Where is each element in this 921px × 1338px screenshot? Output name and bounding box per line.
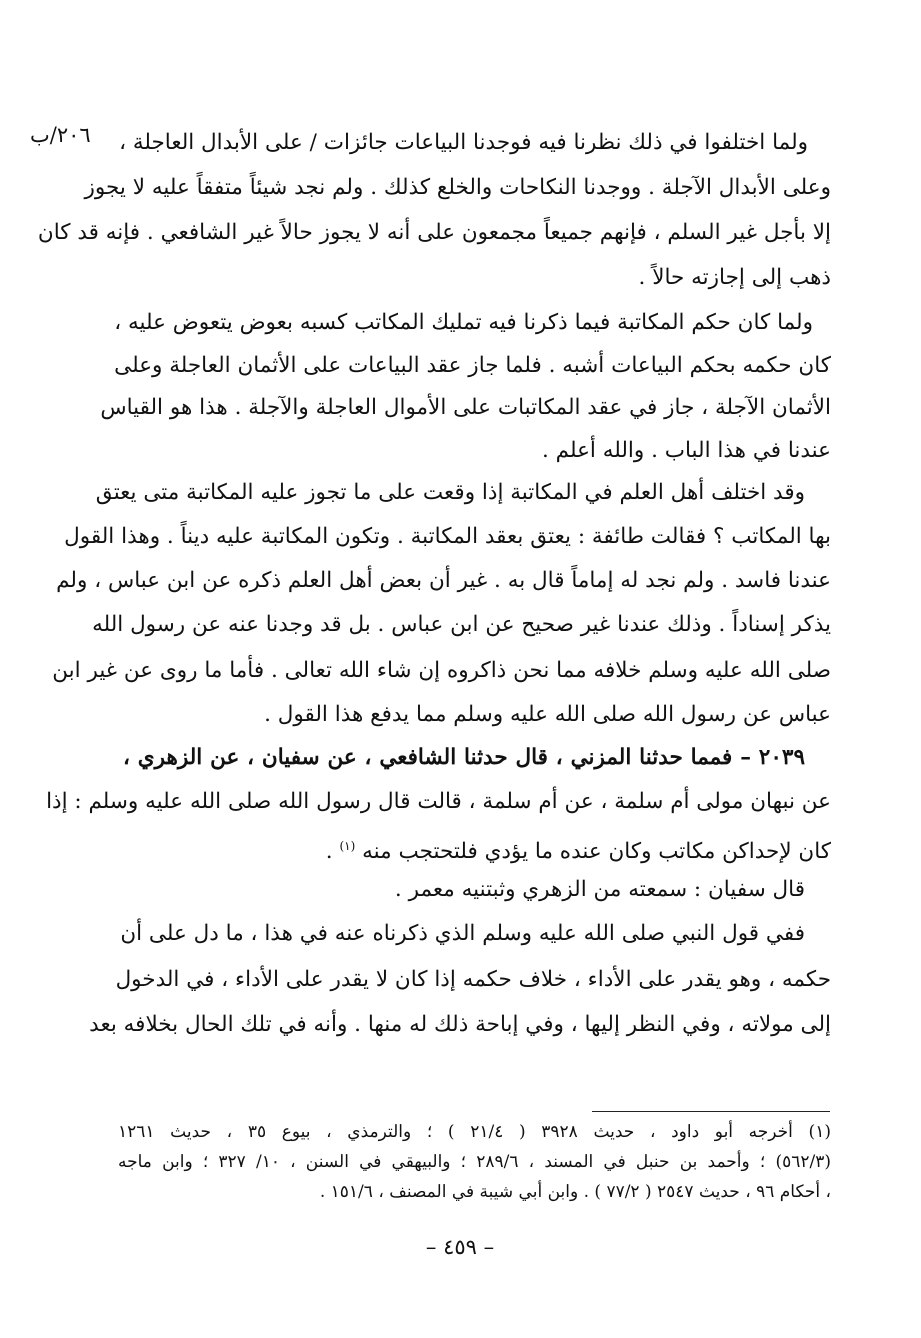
page-number: – ٤٥٩ – — [425, 1235, 495, 1259]
text-line: عندنا في هذا الباب . والله أعلم . — [541, 438, 831, 463]
text-line: يذكر إسناداً . وذلك عندنا غير صحيح عن ابن عباس . بل قد وجدنا عنه عن رسول الله — [92, 612, 831, 637]
text-line: ولما كان حكم المكاتبة فيما ذكرنا فيه تمليك المكاتب كسبه بعوض يتعوض عليه ، — [114, 310, 813, 335]
text-line: إلا بأجل غير السلم ، فإنهم جميعاً مجمعون على أنه لا يجوز حالاً غير الشافعي . فإنه قد كان — [37, 220, 831, 245]
footnote-divider — [592, 1111, 830, 1112]
manuscript-folio-marker: ٢٠٦/ب — [30, 123, 91, 147]
text-segment: . — [325, 839, 333, 865]
text-line — [123, 831, 831, 867]
text-line: صلى الله عليه وسلم خلافه مما نحن ذاكروه إن شاء الله تعالى . فأما ما روى عن غير ابن — [52, 658, 831, 683]
text-line: بها المكاتب ؟ فقالت طائفة : يعتق بعقد المكاتبة . وتكون المكاتبة عليه ديناً . وهذا القول — [64, 524, 831, 549]
text-segment: كان لإحداكن مكاتب وكان عنده ما يؤدي فلتحتجب منه — [362, 839, 831, 865]
footnote-line: ، أحكام ٩٦ ، حديث ٢٥٤٧ ( ٧٧/٢ ) . وابن أبي شيبة في المصنف ، ١٥١/٦ . — [319, 1182, 831, 1202]
footnote-line: (٥٦٢/٣) ؛ وأحمد بن حنبل في المسند ، ٢٨٩/٦ ؛ والبيهقي في السنن ، ١٠/ ٣٢٧ ؛ وابن ماجه — [118, 1152, 831, 1172]
text-line: الأثمان الآجلة ، جاز في عقد المكاتبات على الأموال العاجلة والآجلة . هذا هو القياس — [100, 395, 831, 420]
footnote-reference: (١) — [339, 839, 356, 853]
footnote-line: (١) أخرجه أبو داود ، حديث ٣٩٢٨ ( ٢١/٤ ) ؛ والترمذي ، بيوع ٣٥ ، حديث ١٢٦١ — [118, 1122, 831, 1142]
text-line: عباس عن رسول الله صلى الله عليه وسلم مما يدفع هذا القول . — [264, 702, 831, 727]
text-line: وقد اختلف أهل العلم في المكاتبة إذا وقعت على ما تجوز عليه المكاتبة متى يعتق — [95, 480, 805, 505]
text-line: ففي قول النبي صلى الله عليه وسلم الذي ذكرناه عنه في هذا ، ما دل على أن — [120, 921, 805, 946]
text-line: ولما اختلفوا في ذلك نظرنا فيه فوجدنا البياعات جائزات / على الأبدال العاجلة ، — [119, 130, 808, 155]
text-line: وعلى الأبدال الآجلة . ووجدنا النكاحات والخلع كذلك . ولم نجد شيئاً متفقاً عليه لا يجوز — [84, 175, 831, 200]
text-line: ذهب إلى إجازته حالاً . — [638, 265, 831, 290]
text-line: كان حكمه بحكم البياعات أشبه . فلما جاز عقد البياعات على الأثمان العاجلة وعلى — [114, 353, 831, 378]
hadith-number-line: ٢٠٣٩ – فمما حدثنا المزني ، قال حدثنا الشافعي ، عن سفيان ، عن الزهري ، — [123, 745, 805, 770]
text-line: حكمه ، وهو يقدر على الأداء ، خلاف حكمه إذا كان لا يقدر على الأداء ، في الدخول — [115, 967, 831, 992]
text-line: إلى مولاته ، وفي النظر إليها ، وفي إباحة ذلك له منها . وأنه في تلك الحال بخلافه بعد — [89, 1012, 831, 1037]
text-line: عن نبهان مولى أم سلمة ، عن أم سلمة ، قالت قال رسول الله صلى الله عليه وسلم : إذا — [46, 789, 831, 814]
text-line: عندنا فاسد . ولم نجد له إماماً قال به . غير أن بعض أهل العلم ذكره عن ابن عباس ، ولم — [56, 568, 831, 593]
text-line: قال سفيان : سمعته من الزهري وثبتنيه معمر . — [394, 877, 805, 902]
